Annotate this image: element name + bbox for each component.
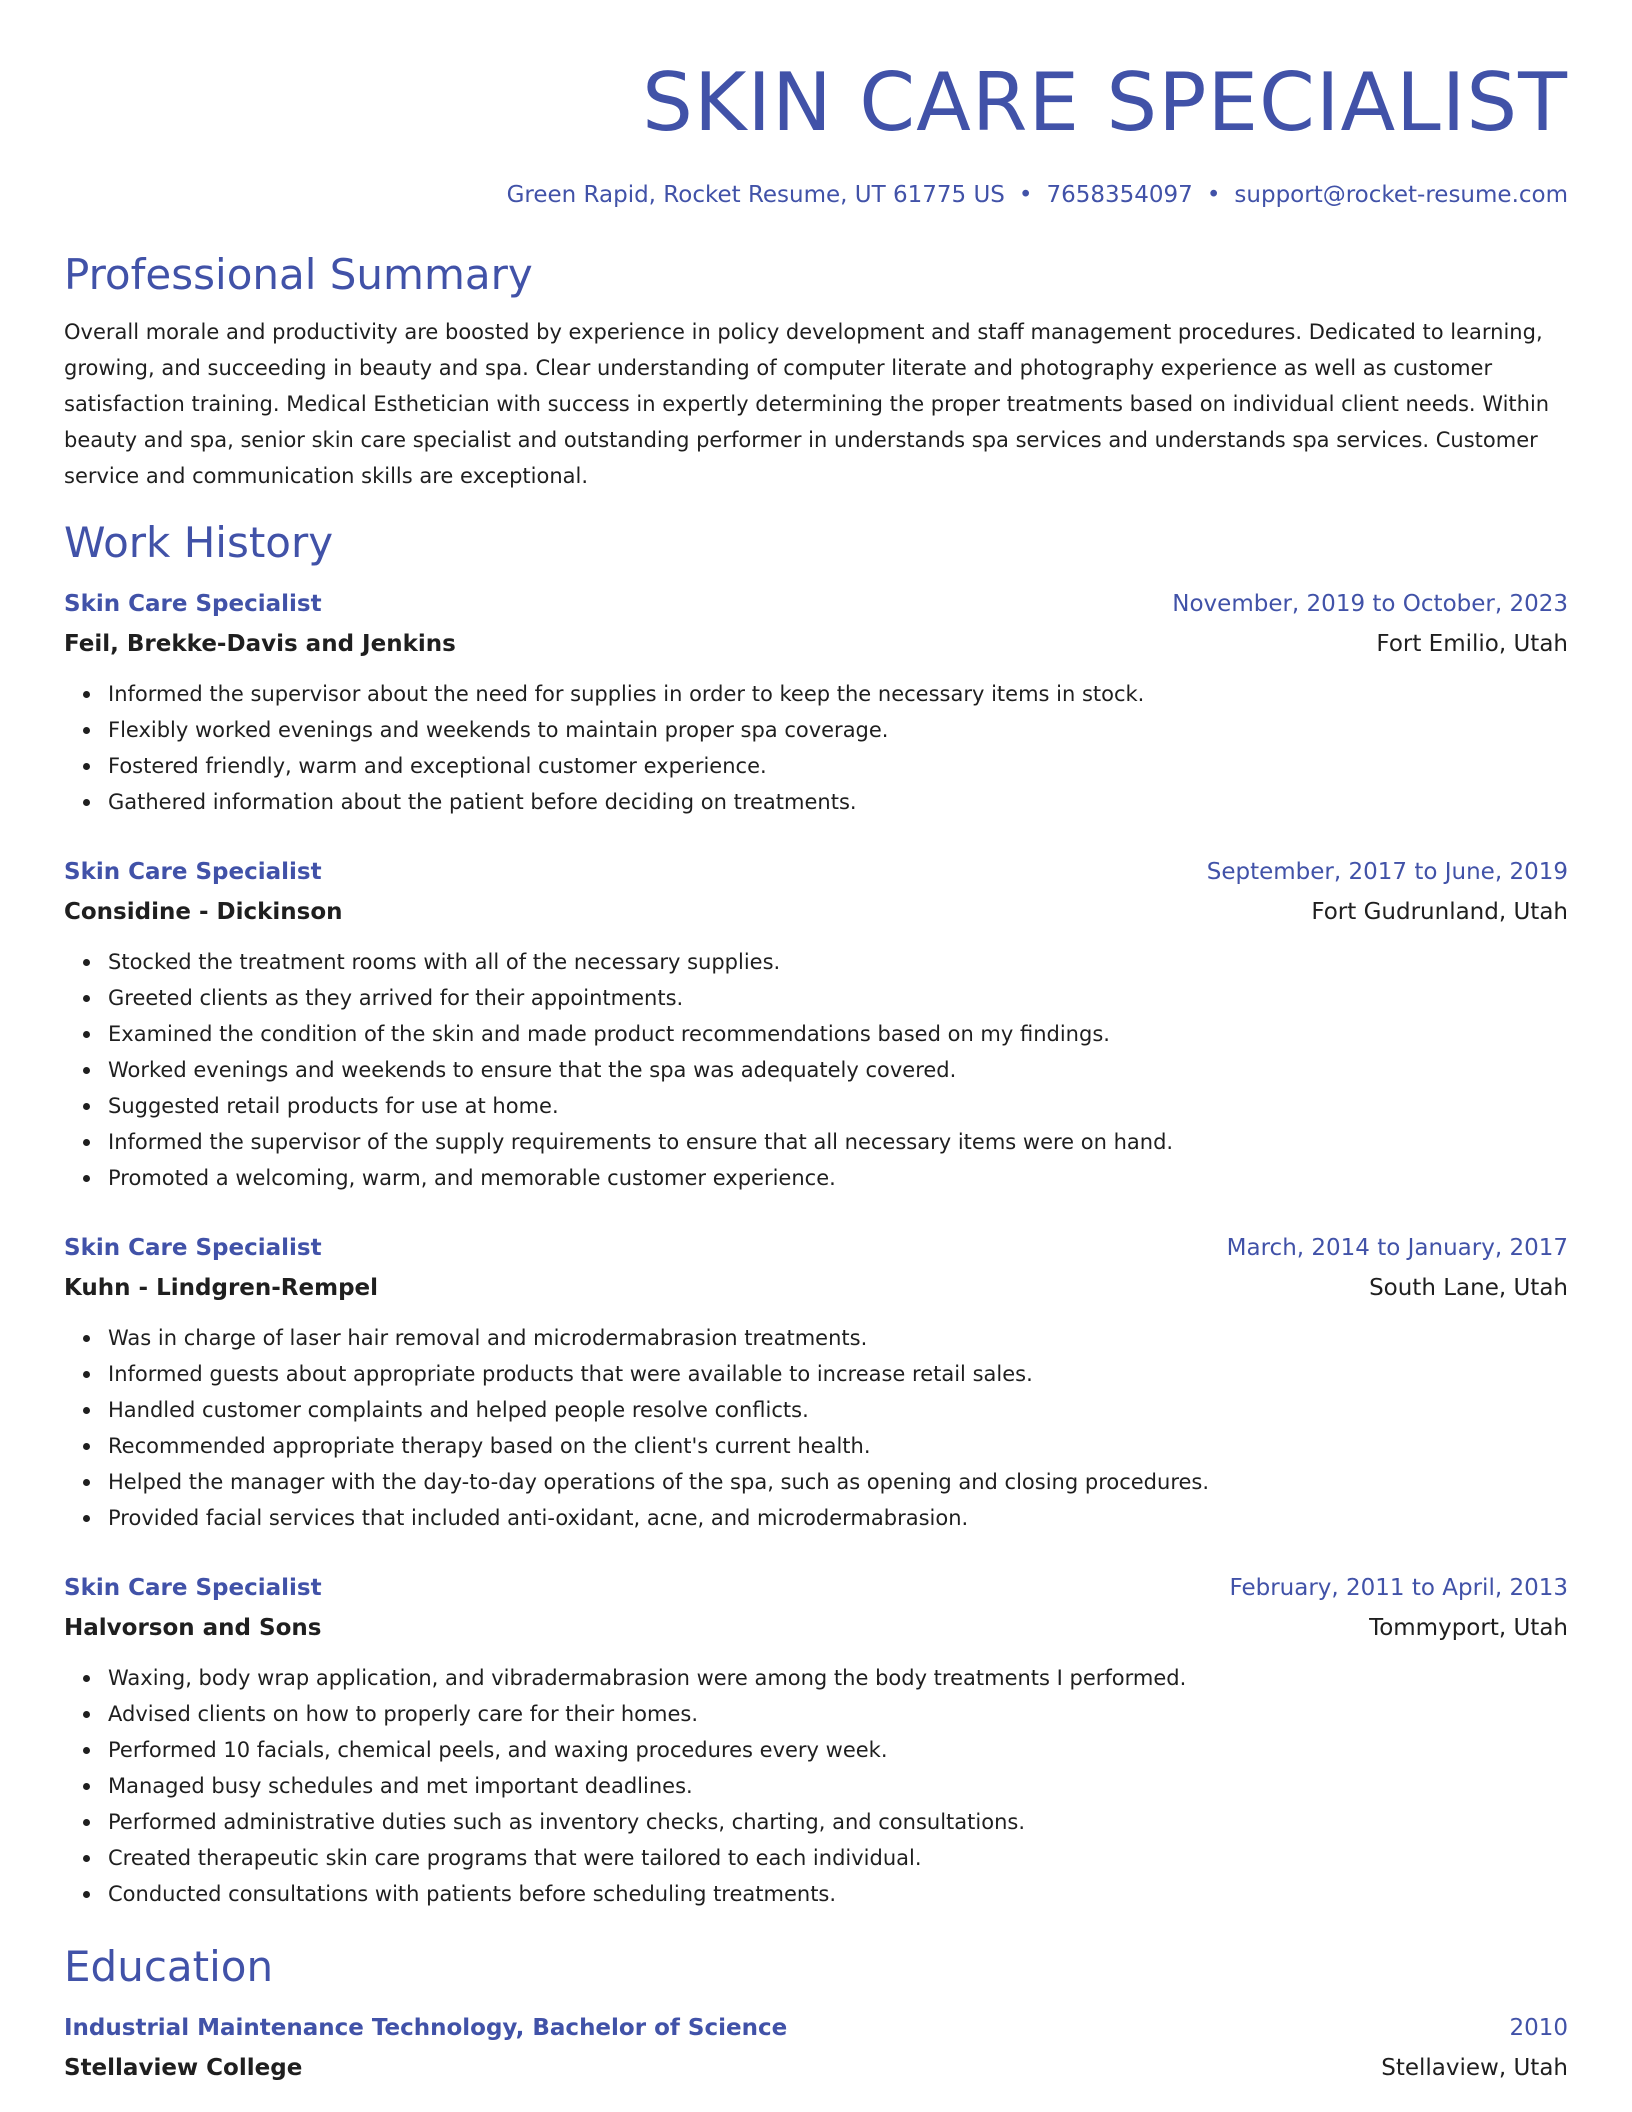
job-entry — [64, 1568, 1568, 1912]
job-company: Feil, Brekke-Davis and Jenkins — [64, 631, 456, 657]
job-title: Skin Care Specialist — [64, 859, 322, 885]
contact-email[interactable]: support@rocket-resume.com — [1234, 182, 1568, 208]
job-bullet: Examined the condition of the skin and made product recommendations based on my findings. — [108, 1016, 1568, 1052]
contact-address: Green Rapid, Rocket Resume, UT 61775 US — [506, 182, 1005, 208]
job-bullet-list — [64, 944, 1568, 1196]
resume-page — [64, 0, 1568, 2088]
summary-heading: Professional Summary — [64, 250, 533, 299]
contact-separator: • — [1018, 182, 1033, 208]
job-bullet: Handled customer complaints and helped people resolve conflicts. — [108, 1392, 1568, 1428]
job-bullet: Helped the manager with the day-to-day operations of the spa, such as opening and closing procedures. — [108, 1464, 1568, 1500]
job-company: Kuhn - Lindgren-Rempel — [64, 1275, 379, 1301]
job-company-row — [64, 1608, 1568, 1648]
job-bullet: Performed 10 facials, chemical peels, and waxing procedures every week. — [108, 1732, 1568, 1768]
resume-header — [64, 0, 1568, 212]
contact-phone: 7658354097 — [1046, 182, 1193, 208]
job-title: Skin Care Specialist — [64, 1575, 322, 1601]
education-degree: Industrial Maintenance Technology, Bachelor of Science — [64, 2015, 788, 2041]
job-company: Halvorson and Sons — [64, 1615, 322, 1641]
job-location: Fort Gudrunland, Utah — [1311, 899, 1568, 925]
job-dates: November, 2019 to October, 2023 — [1172, 591, 1568, 617]
job-bullet: Recommended appropriate therapy based on the client's current health. — [108, 1428, 1568, 1464]
job-bullet: Promoted a welcoming, warm, and memorable customer experience. — [108, 1160, 1568, 1196]
job-header-row — [64, 852, 1568, 892]
contact-info — [64, 178, 1568, 212]
job-bullet: Managed busy schedules and met important deadlines. — [108, 1768, 1568, 1804]
education-school-row — [64, 2048, 1568, 2088]
job-company: Considine - Dickinson — [64, 899, 343, 925]
job-bullet: Stocked the treatment rooms with all of the necessary supplies. — [108, 944, 1568, 980]
job-bullet: Waxing, body wrap application, and vibradermabrasion were among the body treatments I performed. — [108, 1660, 1568, 1696]
education-location: Stellaview, Utah — [1381, 2055, 1568, 2081]
job-bullet: Advised clients on how to properly care for their homes. — [108, 1696, 1568, 1732]
job-bullet: Informed guests about appropriate products that were available to increase retail sales. — [108, 1356, 1568, 1392]
job-header-row — [64, 1568, 1568, 1608]
education-entry — [64, 2008, 1568, 2088]
education-degree-row — [64, 2008, 1568, 2048]
job-bullet-list — [64, 1660, 1568, 1912]
contact-separator: • — [1206, 182, 1221, 208]
job-title: Skin Care Specialist — [64, 1235, 322, 1261]
job-entry — [64, 1228, 1568, 1536]
job-bullet: Provided facial services that included anti-oxidant, acne, and microdermabrasion. — [108, 1500, 1568, 1536]
job-header-row — [64, 1228, 1568, 1268]
job-title: Skin Care Specialist — [64, 591, 322, 617]
job-location: Tommyport, Utah — [1369, 1615, 1568, 1641]
job-bullet-list — [64, 1320, 1568, 1536]
summary-text: Overall morale and productivity are boosted by experience in policy development and staff management procedures. Dedicated to learning, growing, and succeeding in beauty and spa. Clear understanding of computer literate and photography experience as well as customer satisfaction training. Medical Esthetician with success in expertly determining the proper treatments based on individual client needs. Within beauty and spa, senior skin care specialist and outstanding performer in understands spa services and understands spa services. Customer service and communication skills are exceptional. — [64, 320, 1550, 488]
job-bullet: Worked evenings and weekends to ensure that the spa was adequately covered. — [108, 1052, 1568, 1088]
job-entry — [64, 584, 1568, 820]
job-location: South Lane, Utah — [1369, 1275, 1568, 1301]
job-bullet: Fostered friendly, warm and exceptional customer experience. — [108, 748, 1568, 784]
job-company-row — [64, 624, 1568, 664]
job-bullet: Suggested retail products for use at home. — [108, 1088, 1568, 1124]
job-bullet: Gathered information about the patient before deciding on treatments. — [108, 784, 1568, 820]
job-bullet-list — [64, 676, 1568, 820]
job-dates: March, 2014 to January, 2017 — [1226, 1235, 1568, 1261]
job-bullet: Conducted consultations with patients before scheduling treatments. — [108, 1876, 1568, 1912]
work-history-heading: Work History — [64, 518, 334, 567]
education-heading: Education — [64, 1942, 274, 1991]
job-dates: February, 2011 to April, 2013 — [1229, 1575, 1568, 1601]
job-bullet: Performed administrative duties such as inventory checks, charting, and consultations. — [108, 1804, 1568, 1840]
job-bullet: Informed the supervisor about the need for supplies in order to keep the necessary items in stock. — [108, 676, 1568, 712]
job-bullet: Informed the supervisor of the supply requirements to ensure that all necessary items were on hand. — [108, 1124, 1568, 1160]
job-bullet: Flexibly worked evenings and weekends to maintain proper spa coverage. — [108, 712, 1568, 748]
resume-name: SKIN CARE SPECIALIST — [642, 56, 1568, 149]
job-bullet: Greeted clients as they arrived for their appointments. — [108, 980, 1568, 1016]
job-bullet: Created therapeutic skin care programs that were tailored to each individual. — [108, 1840, 1568, 1876]
job-company-row — [64, 892, 1568, 932]
job-bullet: Was in charge of laser hair removal and microdermabrasion treatments. — [108, 1320, 1568, 1356]
education-year: 2010 — [1509, 2015, 1568, 2041]
job-location: Fort Emilio, Utah — [1376, 631, 1568, 657]
job-company-row — [64, 1268, 1568, 1308]
education-school: Stellaview College — [64, 2055, 303, 2081]
job-header-row — [64, 584, 1568, 624]
job-dates: September, 2017 to June, 2019 — [1206, 859, 1568, 885]
job-entry — [64, 852, 1568, 1196]
